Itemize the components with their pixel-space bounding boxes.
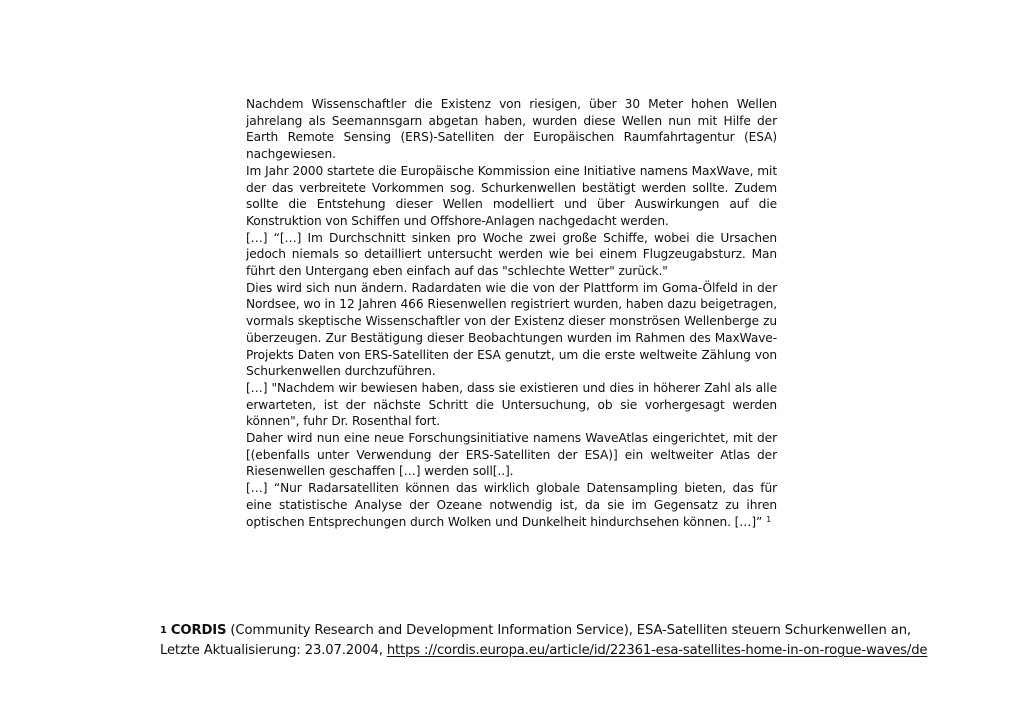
footnote: [160, 621, 928, 661]
paragraph-quote-satellites-text: […] “Nur Radarsatelliten können das wirklich globale Datensampling bieten, das für eine statistische Analyse der Ozeane notwendig ist, da sie im Gegensatz zu ihren optischen Entsprechungen durch Wolken und Dunkelheit hindurchsehen können. […]”: [246, 481, 777, 529]
footnote-marker: 1: [160, 625, 167, 636]
footnote-source-description: (Community Research and Development Information Service), ESA-Satelliten steuern Schurkenwellen an,: [226, 623, 911, 638]
paragraph-quote-satellites: [246, 480, 777, 530]
paragraph-radar-data: Dies wird sich nun ändern. Radardaten wie die von der Plattform im Goma-Ölfeld in der Nordsee, wo in 12 Jahren 466 Riesenwellen registriert wurden, haben dazu beigetragen, vormals skeptische Wissenschaftler von der Existenz dieser monströsen Wellenberge zu überzeugen. Zur Bestätigung dieser Beobachtungen wurden im Rahmen des MaxWave-Projekts Daten von ERS-Satelliten der ESA genutzt, um die erste weltweite Zählung von Schurkenwellen durchzuführen.: [246, 280, 777, 379]
article-body: [246, 96, 777, 530]
paragraph-intro: Nachdem Wissenschaftler die Existenz von riesigen, über 30 Meter hohen Wellen jahrelang als Seemannsgarn abgetan haben, wurden diese Wellen nun mit Hilfe der Earth Remote Sensing (ERS)-Satelliten der Europäischen Raumfahrtagentur (ESA) nachgewiesen.: [246, 97, 777, 162]
footnote-line-1: [160, 621, 911, 641]
footnote-reference[interactable]: 1: [766, 514, 772, 524]
paragraph-maxwave: Im Jahr 2000 startete die Europäische Kommission eine Initiative namens MaxWave, mit der das verbreitete Vorkommen sog. Schurkenwellen bestätigt werden sollte. Zudem sollte die Entstehung dieser Wellen modelliert und über Auswirkungen auf die Konstruktion von Schiffen und Offshore-Anlagen nachgedacht werden.: [246, 163, 777, 228]
footnote-line-2: [160, 641, 928, 661]
footnote-source: CORDIS: [170, 623, 227, 638]
paragraph-quote-ships: […] “[…] Im Durchschnitt sinken pro Woche zwei große Schiffe, wobei die Ursachen jedoch niemals so detailliert untersucht werden wie bei einem Flugzeugabsturz. Man führt den Untergang eben einfach auf das "schlechte Wetter" zurück.": [246, 230, 777, 279]
footnote-link[interactable]: https ://cordis.europa.eu/article/id/22361-esa-satellites-home-in-on-rogue-waves/de: [386, 643, 928, 658]
paragraph-quote-rosenthal: […] "Nachdem wir bewiesen haben, dass sie existieren und dies in höherer Zahl als alle erwarteten, ist der nächste Schritt die Untersuchung, ob sie vorhergesagt werden können", fuhr Dr. Rosenthal fort.: [246, 380, 777, 429]
paragraph-waveatlas: Daher wird nun eine neue Forschungsinitiative namens WaveAtlas eingerichtet, mit der [(ebenfalls unter Verwendung der ERS-Satelliten der ESA)] ein weltweiter Atlas der Riesenwellen geschaffen […] werden soll[..].: [246, 431, 777, 479]
footnote-last-updated: Letzte Aktualisierung: 23.07.2004,: [160, 643, 387, 658]
